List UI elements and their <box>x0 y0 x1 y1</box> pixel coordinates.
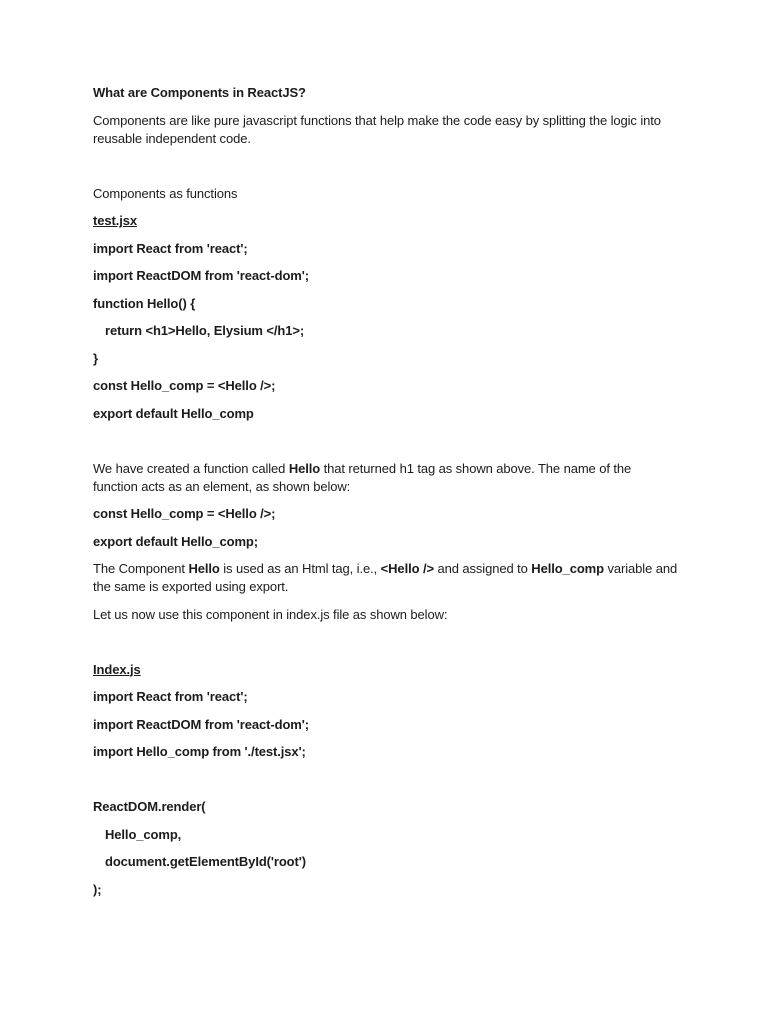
text-run: What are Components in ReactJS? <box>93 85 306 100</box>
paragraph <box>93 560 679 596</box>
blank-line <box>93 633 679 651</box>
code-line <box>93 240 679 258</box>
blank-line <box>93 771 679 789</box>
text-run: const Hello_comp = <Hello />; <box>93 378 276 393</box>
text-run: import React from 'react'; <box>93 240 248 256</box>
paragraph <box>93 460 679 496</box>
blank-line <box>93 432 679 450</box>
text-run: Components are like pure javascript functions that help make the code easy by splitting the logic into reusable independent code. <box>93 112 661 146</box>
blank-line <box>93 157 679 175</box>
text-run: is used as an Html tag, i.e., <box>219 561 381 576</box>
paragraph <box>93 185 679 203</box>
code-line <box>93 798 679 816</box>
text-run: that returned h1 tag as shown above. The name of the function acts as an element, as shown below: <box>93 460 632 494</box>
code-line <box>93 267 679 285</box>
text-run: <Hello /> <box>380 561 434 576</box>
text-run: return <h1>Hello, Elysium </h1>; <box>105 323 305 338</box>
document-title <box>93 84 679 102</box>
text-run: export default Hello_comp; <box>93 533 258 549</box>
text-run: import ReactDOM from 'react-dom'; <box>93 716 309 732</box>
text-run: The Component <box>93 561 189 576</box>
filename-label <box>93 661 679 679</box>
code-line <box>93 688 679 706</box>
text-run: import Hello_comp from './test.jsx'; <box>93 744 306 759</box>
text-run: Hello_comp <box>531 561 604 576</box>
text-run: Let us now use this component in index.js file as shown below: <box>93 606 448 622</box>
text-run: import React from 'react'; <box>93 689 248 704</box>
text-run: Components as functions <box>93 185 238 201</box>
paragraph <box>93 112 679 148</box>
code-line <box>93 533 679 551</box>
code-line <box>93 853 679 871</box>
code-line <box>93 826 679 844</box>
code-line <box>93 743 679 761</box>
text-run: Hello_comp, <box>105 826 182 842</box>
document-content <box>93 84 679 899</box>
text-run: import ReactDOM from 'react-dom'; <box>93 268 309 283</box>
paragraph <box>93 606 679 624</box>
code-line <box>93 322 679 340</box>
text-run: function Hello() { <box>93 295 196 311</box>
code-line <box>93 377 679 395</box>
text-run: variable and the same is exported using export. <box>93 561 678 594</box>
text-run: Index.js <box>93 661 141 677</box>
code-line <box>93 295 679 313</box>
text-run: Hello <box>288 460 321 476</box>
text-run: Hello <box>188 561 220 576</box>
text-run: } <box>93 350 98 366</box>
code-line <box>93 505 679 523</box>
text-run: document.getElementById('root') <box>105 854 306 869</box>
text-run: and assigned to <box>433 561 532 576</box>
filename-label <box>93 212 679 230</box>
text-run: test.jsx <box>93 213 138 228</box>
code-line <box>93 350 679 368</box>
text-run: ReactDOM.render( <box>93 799 206 814</box>
text-run: export default Hello_comp <box>93 405 254 421</box>
text-run: We have created a function called <box>93 460 289 476</box>
code-line <box>93 881 679 899</box>
code-line <box>93 716 679 734</box>
text-run: ); <box>93 881 102 897</box>
code-line <box>93 405 679 423</box>
text-run: const Hello_comp = <Hello />; <box>93 506 276 521</box>
